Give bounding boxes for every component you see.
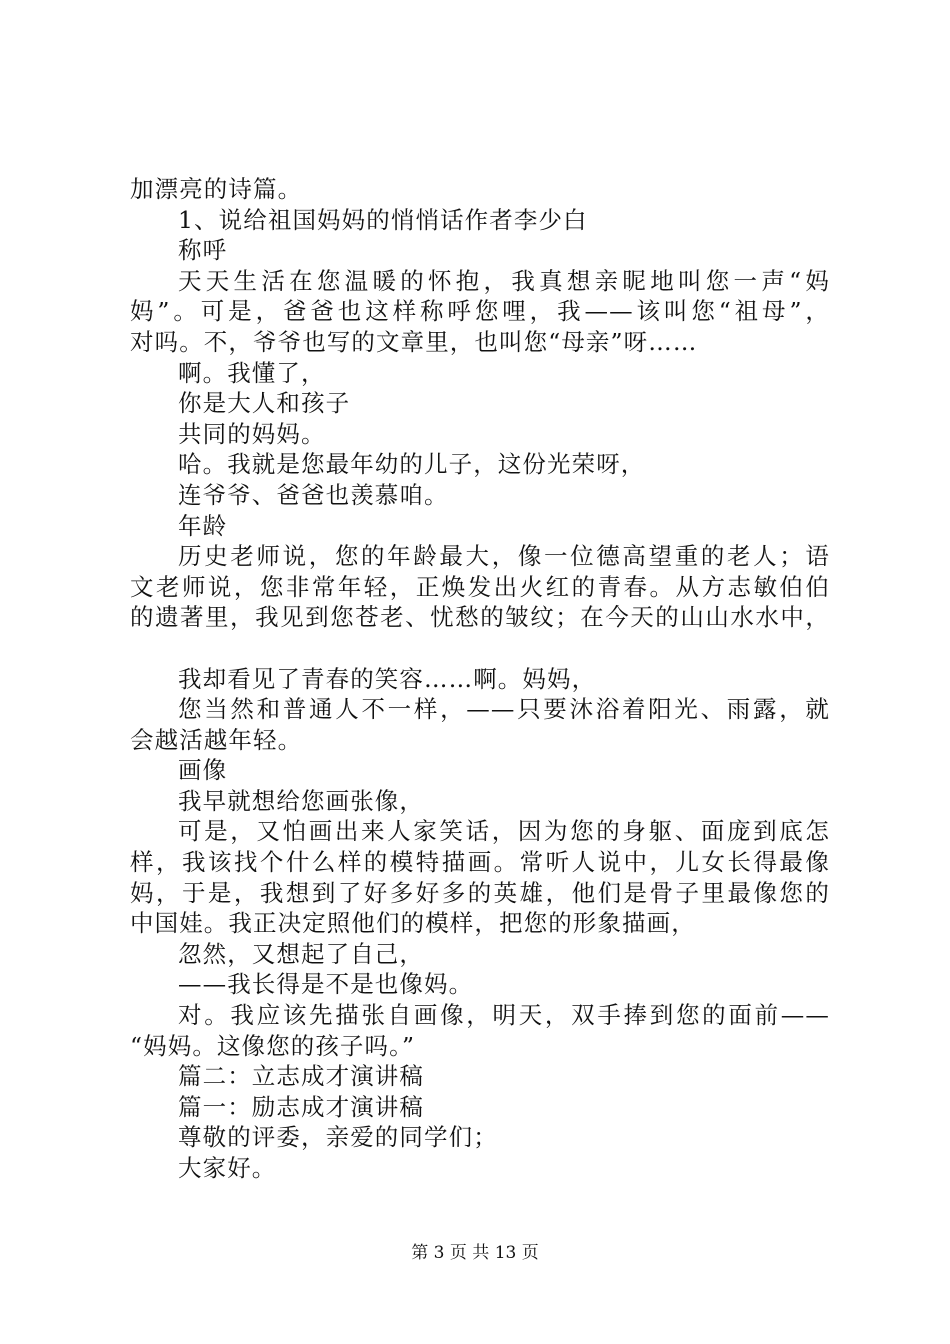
text-line: 样，我该找个什么样的模特描画。常听人说中，儿女长得最像 xyxy=(130,848,830,877)
text-line: 妈，于是，我想到了好多好多的英雄，他们是骨子里最像您的 xyxy=(130,878,830,907)
section-heading: 年龄 xyxy=(178,511,228,540)
section-heading: 篇二：立志成才演讲稿 xyxy=(178,1062,424,1091)
text-line: 1、说给祖国妈妈的悄悄话作者李少白 xyxy=(178,205,588,234)
page-footer xyxy=(0,1242,950,1264)
section-heading: 称呼 xyxy=(178,236,228,265)
text-line: 中国娃。我正决定照他们的模样，把您的形象描画， xyxy=(130,909,696,938)
text-line: 的遗著里，我见到您苍老、忧愁的皱纹；在今天的山山水水中， xyxy=(130,603,830,632)
text-line: 哈。我就是您最年幼的儿子，这份光荣呀， xyxy=(178,450,646,479)
text-line: 会越活越年轻。 xyxy=(130,725,303,754)
text-line: 啊。我懂了， xyxy=(178,358,326,387)
text-line: 妈”。可是，爸爸也这样称呼您哩，我——该叫您“祖母”， xyxy=(130,297,830,326)
text-line: 我却看见了青春的笑容……啊。妈妈， xyxy=(178,664,597,693)
text-line: 你是大人和孩子 xyxy=(178,389,351,418)
text-line: 连爷爷、爸爸也羡慕咱。 xyxy=(178,480,449,509)
text-line: 共同的妈妈。 xyxy=(178,419,326,448)
text-line: 文老师说，您非常年轻，正焕发出火红的青春。从方志敏伯伯 xyxy=(130,572,830,601)
document-body xyxy=(130,174,830,1184)
text-line: 忽然，又想起了自己， xyxy=(178,939,424,968)
page-number-label: 第 3 页 共 13 页 xyxy=(411,1243,539,1263)
text-line: 对吗。不，爷爷也写的文章里，也叫您“母亲”呀…… xyxy=(130,327,698,356)
text-line: 可是，又怕画出来人家笑话，因为您的身躯、面庞到底怎 xyxy=(178,817,830,846)
section-heading: 画像 xyxy=(178,756,228,785)
text-line: 尊敬的评委，亲爱的同学们； xyxy=(178,1123,498,1152)
text-line: ——我长得是不是也像妈。 xyxy=(178,970,474,999)
text-line: 我早就想给您画张像， xyxy=(178,786,424,815)
text-line: 您当然和普通人不一样，——只要沐浴着阳光、雨露，就 xyxy=(178,695,830,724)
text-line: “妈妈。这像您的孩子吗。” xyxy=(130,1031,416,1060)
text-line: 对。我应该先描张自画像，明天，双手捧到您的面前—— xyxy=(178,1001,830,1030)
text-line: 大家好。 xyxy=(178,1154,277,1182)
blank-line xyxy=(130,633,830,664)
text-line: 历史老师说，您的年龄最大，像一位德高望重的老人；语 xyxy=(178,542,830,571)
text-line: 天天生活在您温暖的怀抱，我真想亲昵地叫您一声“妈 xyxy=(178,266,830,295)
section-heading: 篇一：励志成才演讲稿 xyxy=(178,1092,424,1121)
text-line: 加漂亮的诗篇。 xyxy=(130,175,303,203)
